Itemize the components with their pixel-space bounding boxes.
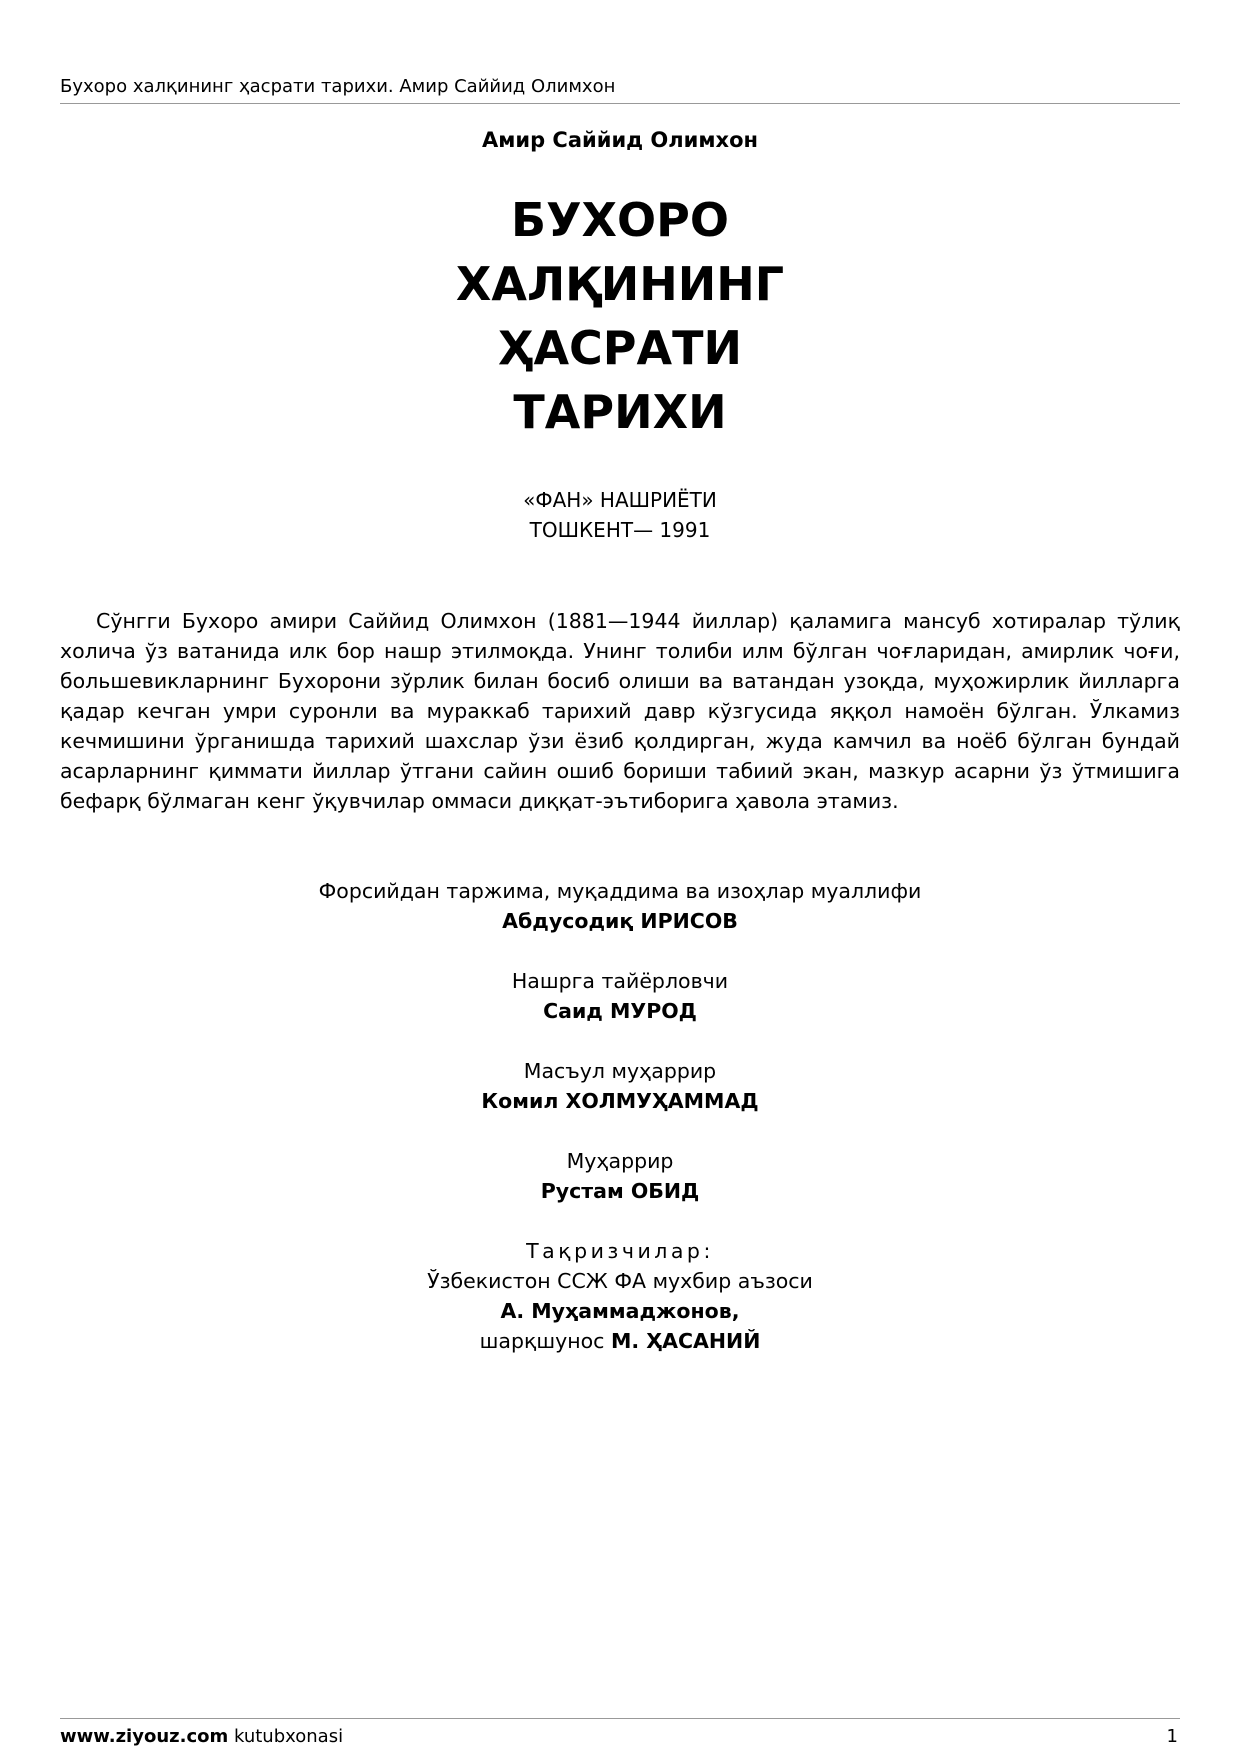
credit-name: Рустам ОБИД	[540, 1179, 700, 1203]
reviewer-affiliation: Ўзбекистон ССЖ ФА мухбир аъзоси	[427, 1269, 813, 1293]
credit-name: Абдусодиқ ИРИСОВ	[502, 909, 738, 933]
reviewer-name: А. Муҳаммаджонов,	[500, 1299, 740, 1323]
reviewers	[60, 1236, 1180, 1356]
credit-preparer	[60, 966, 1180, 1026]
reviewer-line	[60, 1326, 1180, 1356]
credit-editor	[60, 1146, 1180, 1206]
page-number: 1	[1166, 1726, 1178, 1747]
author-name: Амир Саййид Олимхон	[481, 128, 759, 152]
header-rule	[60, 103, 1180, 104]
city-year: ТОШКЕНТ— 1991	[529, 518, 711, 542]
title-line: ҲАСРАТИ	[497, 321, 742, 375]
credits	[60, 876, 1180, 1356]
credit-role: Муҳаррир	[566, 1149, 674, 1173]
footer-source	[60, 1726, 343, 1748]
title-line: ТАРИХИ	[513, 385, 727, 439]
reviewer-title: шарқшунос	[479, 1329, 611, 1353]
imprint	[60, 485, 1180, 545]
credit-role: Форсийдан таржима, муқаддима ва изоҳлар муаллифи	[318, 879, 922, 903]
title-line: ХАЛҚИНИНГ	[455, 257, 785, 311]
abstract-paragraph: Сўнгги Бухоро амири Саййид Олимхон (1881—1944 йиллар) қаламига мансуб хотиралар тўлиқ холича ўз ватанида илк бор нашр этилмоқда. Унинг толиби илм бўлган чоғларидан, амирлик чоғи, большевикларнинг Бухорони зўрлик билан босиб олиши ва ватандан узоқда, муҳожирлик йилларга қадар кечган умри суронли ва мураккаб тарихий давр кўзгусида яққол намоён бўлган. Ўлкамиз кечмишини ўрганишда тарихий шахслар ўзи ёзиб қолдирган, жуда камчил ва ноёб бўлган бундай асарларнинг қиммати йиллар ўтгани сайин ошиб бориши табиий экан, мазкур асарни ўз ўтмишига бефарқ бўлмаган кенг ўқувчилар оммаси диққат-эътиборига ҳавола этамиз.	[60, 609, 1180, 813]
credit-role: Масъул муҳаррир	[523, 1059, 717, 1083]
publisher: «ФАН» НАШРИЁТИ	[523, 488, 717, 512]
reviewers-heading: Тақризчилар:	[526, 1239, 714, 1263]
title-line: БУХОРО	[511, 193, 729, 247]
credit-role: Нашрга тайёрловчи	[511, 969, 729, 993]
running-header: Бухоро халқининг ҳасрати тарихи. Амир Саййид Олимхон	[60, 76, 616, 97]
credit-name: Саид МУРОД	[543, 999, 697, 1023]
footer-rule	[60, 1718, 1180, 1719]
footer-site-suffix: kutubxonasi	[228, 1726, 344, 1747]
reviewer-name: М. ҲАСАНИЙ	[610, 1329, 761, 1353]
credit-name: Комил ХОЛМУҲАММАД	[481, 1089, 759, 1113]
book-title	[60, 188, 1180, 444]
credit-translator	[60, 876, 1180, 936]
credit-chief-editor	[60, 1056, 1180, 1116]
footer-site-link[interactable]: www.ziyouz.com	[60, 1726, 229, 1747]
